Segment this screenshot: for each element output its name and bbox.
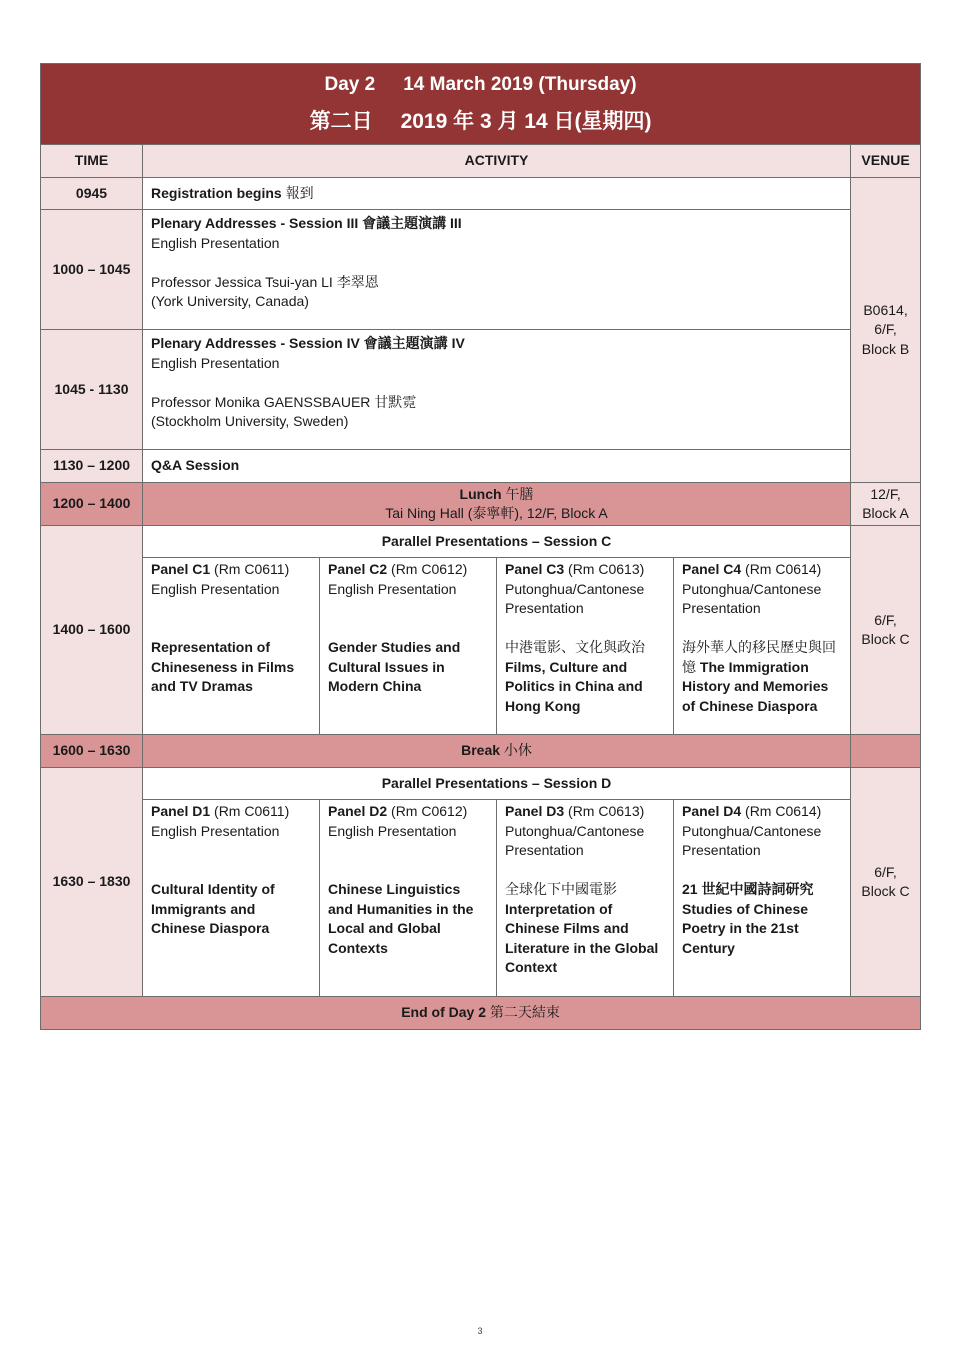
- session-c-venue: [851, 526, 921, 735]
- panel-c3-topic-zh: 中港電影、文化與政治: [505, 639, 645, 655]
- registration-label: Registration begins: [151, 184, 282, 201]
- lunch-venue-line2: Block A: [862, 505, 909, 521]
- panel-c4: [674, 558, 851, 735]
- session-d-venue-line1: 6/F,: [874, 863, 897, 880]
- panel-c1-topic: Representation of Chineseness in Films and TV Dramas: [151, 639, 295, 694]
- panel-d4-room: (Rm C0614): [741, 803, 822, 819]
- break-venue: [851, 735, 921, 768]
- panel-c1-room: (Rm C0611): [210, 561, 290, 577]
- panel-c3-language: Putonghua/Cantonese: [505, 580, 645, 597]
- panel-d3-language-2: Presentation: [505, 842, 584, 858]
- session-d-venue: [851, 768, 921, 997]
- lunch-activity: [143, 483, 851, 526]
- panel-d2-room: (Rm C0612): [387, 803, 468, 819]
- panel-d3-language: Putonghua/Cantonese: [505, 822, 645, 839]
- registration-label-zh: 報到: [285, 184, 314, 201]
- session-c-venue-line2: Block C: [861, 631, 910, 647]
- lunch-venue-line1: 12/F,: [870, 485, 901, 502]
- session-c-title: Parallel Presentations – Session C: [143, 526, 851, 558]
- plenary-session-3: [143, 210, 851, 330]
- panel-d4-name: Panel D4: [682, 803, 742, 819]
- panel-d4-topic: Studies of Chinese Poetry in the 21st Century: [682, 900, 809, 956]
- lunch-label: Lunch: [459, 485, 502, 502]
- time-1400-1600: 1400 – 1600: [41, 526, 143, 735]
- panel-d2: [320, 800, 497, 997]
- session4-title: Plenary Addresses - Session IV 會議主題演講 IV: [151, 335, 465, 351]
- panel-d2-topic: Chinese Linguistics and Humanities in the Local and Global Contexts: [328, 881, 474, 956]
- session3-language: English Presentation: [151, 234, 280, 251]
- panel-c3-language-2: Presentation: [505, 600, 584, 616]
- session-d-venue-line2: Block C: [861, 883, 910, 899]
- break-activity: [143, 735, 851, 768]
- schedule-day-2: [40, 63, 920, 1030]
- panel-d4-language: Putonghua/Cantonese: [682, 822, 822, 839]
- panel-c2-room: (Rm C0612): [387, 561, 468, 577]
- page-number: 3: [477, 1326, 483, 1336]
- panel-c1: [143, 558, 320, 735]
- panel-d4-language-2: Presentation: [682, 842, 761, 858]
- panel-d3-name: Panel D3: [505, 803, 565, 819]
- panel-d1-language: English Presentation: [151, 822, 280, 839]
- lunch-place: Tai Ning Hall (泰寧軒), 12/F, Block A: [385, 505, 608, 521]
- panel-c3-room: (Rm C0613): [564, 561, 645, 577]
- venue-column-header: VENUE: [851, 145, 921, 178]
- panel-c4-topic-zh: 海外華人的移民歷史與回憶: [682, 639, 836, 675]
- panel-d1-topic: Cultural Identity of Immigrants and Chinese Diaspora: [151, 881, 275, 936]
- panel-c2: [320, 558, 497, 735]
- session4-speaker: Professor Monika GAENSSBAUER 甘默霓: [151, 393, 417, 410]
- activity-column-header: ACTIVITY: [143, 145, 851, 178]
- schedule-table: [40, 63, 921, 1030]
- morning-venue-line2: 6/F,: [874, 321, 897, 338]
- time-1200-1400: 1200 – 1400: [41, 483, 143, 526]
- time-1600-1630: 1600 – 1630: [41, 735, 143, 768]
- session3-speaker: Professor Jessica Tsui-yan LI 李翠恩: [151, 273, 379, 290]
- session-d-title: Parallel Presentations – Session D: [143, 768, 851, 800]
- panel-c4-topic: The Immigration History and Memories of Chinese Diaspora: [682, 658, 829, 714]
- panel-c3-name: Panel C3: [505, 561, 565, 577]
- panel-c2-topic: Gender Studies and Cultural Issues in Modern China: [328, 639, 461, 694]
- panel-d3-topic: Interpretation of Chinese Films and Literature in the Global Context: [505, 900, 659, 975]
- panel-d4-topic-zh: 21 世紀中國詩詞研究: [682, 881, 814, 897]
- panel-d2-name: Panel D2: [328, 803, 388, 819]
- morning-venue-line3: Block B: [861, 340, 910, 357]
- qa-session: Q&A Session: [143, 450, 851, 483]
- panel-d1-room: (Rm C0611): [210, 803, 290, 819]
- panel-c3: [497, 558, 674, 735]
- day-header: [41, 64, 921, 145]
- panel-c3-topic: Films, Culture and Politics in China and Hong Kong: [505, 658, 643, 714]
- session4-affiliation: (Stockholm University, Sweden): [151, 413, 349, 429]
- time-1630-1830: 1630 – 1830: [41, 768, 143, 997]
- break-label-zh: 小休: [503, 742, 532, 759]
- panel-c4-language: Putonghua/Cantonese: [682, 580, 822, 597]
- time-column-header: TIME: [41, 145, 143, 178]
- panel-c1-name: Panel C1: [151, 561, 211, 577]
- break-label: Break: [461, 742, 501, 759]
- panel-c4-language-2: Presentation: [682, 600, 761, 616]
- day-date: 14 March 2019 (Thursday): [403, 74, 637, 95]
- end-label-zh: 第二天結束: [489, 1004, 560, 1021]
- panel-d3-room: (Rm C0613): [564, 803, 645, 819]
- session3-affiliation: (York University, Canada): [151, 293, 309, 309]
- panel-c1-language: English Presentation: [151, 580, 280, 597]
- panel-d3-topic-zh: 全球化下中國電影: [505, 881, 617, 897]
- panel-d3: [497, 800, 674, 997]
- day-label: Day 2: [324, 74, 376, 95]
- panel-d2-language: English Presentation: [328, 822, 457, 839]
- session3-title: Plenary Addresses - Session III 會議主題演講 III: [151, 215, 462, 231]
- time-0945: 0945: [41, 178, 143, 210]
- time-1045-1130: 1045 - 1130: [41, 330, 143, 450]
- panel-d4: [674, 800, 851, 997]
- time-1000-1045: 1000 – 1045: [41, 210, 143, 330]
- panel-c2-language: English Presentation: [328, 580, 457, 597]
- lunch-label-zh: 午膳: [505, 485, 534, 502]
- registration-activity: [143, 178, 851, 210]
- panel-c4-room: (Rm C0614): [741, 561, 822, 577]
- session-c-venue-line1: 6/F,: [874, 611, 897, 628]
- session4-language: English Presentation: [151, 354, 280, 371]
- lunch-venue: [851, 483, 921, 526]
- day-label-zh: 第二日: [309, 110, 373, 133]
- end-of-day: [41, 997, 921, 1030]
- morning-venue: [851, 178, 921, 483]
- panel-c4-name: Panel C4: [682, 561, 742, 577]
- time-1130-1200: 1130 – 1200: [41, 450, 143, 483]
- morning-venue-line1: B0614,: [863, 301, 908, 318]
- day-date-zh: 2019 年 3 月 14 日(星期四): [400, 110, 652, 133]
- panel-c2-name: Panel C2: [328, 561, 388, 577]
- panel-d1: [143, 800, 320, 997]
- panel-d1-name: Panel D1: [151, 803, 211, 819]
- end-label: End of Day 2: [401, 1004, 486, 1021]
- plenary-session-4: [143, 330, 851, 450]
